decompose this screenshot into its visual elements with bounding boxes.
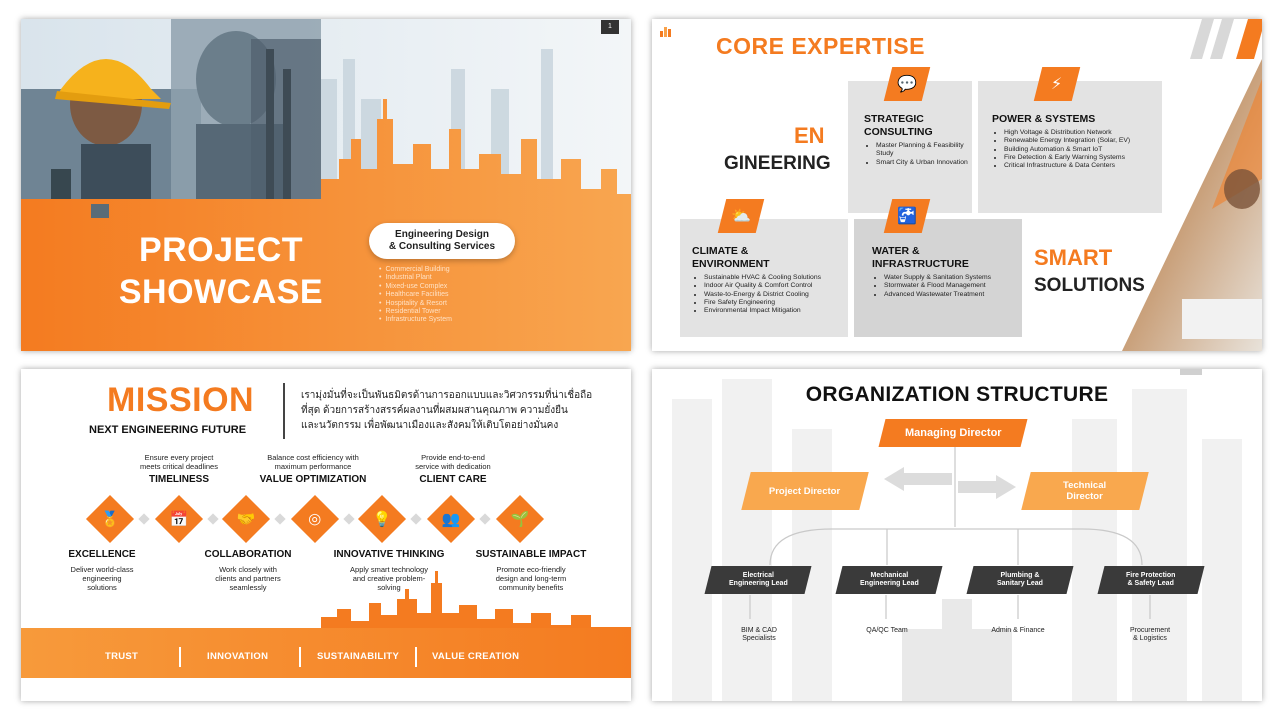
list-item: • Water Supply & Sanitation Systems [884,274,1022,282]
value-title: SUSTAINABLE IMPACT [475,549,587,560]
city-skyline [21,569,631,631]
team-qa-qc [842,627,932,635]
value-title: TIMELINESS [148,474,209,485]
handshake-icon: 🤝 [222,495,270,543]
list-item: • Master Planning & Feasibility Study [876,142,972,159]
card-title-line1: CLIMATE & [692,245,749,257]
value-trust: TRUST [105,651,139,662]
label-line: & Safety Lead [1127,580,1175,587]
value-desc: Ensure every project [144,453,214,462]
smart-label: SMART [1034,245,1113,270]
list-item: • Industrial Plant [379,274,452,282]
connector-dot [410,513,421,524]
team-line: QA/QC Team [866,627,908,634]
lightbulb-icon: 💡 [358,495,406,543]
chat-bubbles-icon: 💬 [884,67,930,101]
card-title-line1: WATER & [872,245,920,257]
value-title: INNOVATIVE THINKING [333,549,445,560]
pill-line-2: & Consulting Services [388,241,496,252]
list-item: • Hospitality & Resort [379,300,452,308]
thai-line-1: เรามุ่งมั่นที่จะเป็นพันธมิตรด้านการออกแบบและวิศวกรรมที่น่าเชื่อถือ [301,390,593,401]
page-number: 1 [601,20,619,34]
sun-cloud-icon: ⛅ [718,199,764,233]
lead-box-mechanical [836,566,943,594]
card-title-line1: STRATEGIC [864,113,924,125]
lead-label [860,572,919,588]
mission-title: MISSION [107,381,255,419]
project-director-label: Project Director [769,485,841,497]
value-desc: clients and partners [215,574,281,583]
value-sustainability: SUSTAINABILITY [317,651,400,662]
list-item: • Healthcare Facilities [379,291,452,299]
team-line: Specialists [742,635,776,642]
lead-box-electrical [705,566,812,594]
project-director-box [741,472,868,510]
value-desc: engineering [82,574,122,583]
value-title: EXCELLENCE [68,549,136,560]
value-title: CLIENT CARE [419,474,487,485]
value-desc: community benefits [498,583,564,592]
list-item: • Critical Infrastructure & Data Centers [1004,162,1162,170]
managing-director-label: Managing Director [904,427,1002,439]
list-item: • Smart City & Urban Innovation [876,159,972,167]
engineer-photo [1122,59,1262,351]
medal-icon: 🏅 [86,495,134,543]
list-item: • Waste-to-Energy & District Cooling [704,291,848,299]
list-item: • Renewable Energy Integration (Solar, EV) [1004,137,1162,145]
card-title-line2: INFRASTRUCTURE [872,258,969,270]
value-title: COLLABORATION [204,549,292,560]
target-icon: ◎ [291,495,339,543]
technical-director-label [1063,480,1106,502]
list-item: • Indoor Air Quality & Comfort Control [704,282,848,290]
value-desc: seamlessly [229,583,267,592]
slide-project-showcase[interactable] [21,19,631,351]
separator [415,647,417,667]
lead-label [1126,572,1175,588]
team-line: Admin & Finance [991,627,1045,634]
value-desc: design and long-term [495,574,567,583]
org-chart-title: ORGANIZATION STRUCTURE [805,383,1109,406]
list-item: • Commercial Building [379,266,452,274]
value-desc: Apply smart technology [350,565,428,574]
value-desc: service with dedication [415,462,491,471]
label-line: Mechanical [870,572,908,579]
showcase-title [91,229,351,313]
calendar-icon: 📅 [155,495,203,543]
team-bim-cad [714,627,804,643]
lead-box-plumbing [967,566,1074,594]
label-line: Director [1066,491,1104,502]
logo-icon [660,25,674,37]
value-desc: maximum performance [274,462,352,471]
people-icon: 👥 [427,495,475,543]
solutions-label: SOLUTIONS [1034,275,1145,296]
lead-label [997,572,1043,588]
page-number: 2 [1239,23,1243,30]
technical-director-box [1021,472,1148,510]
slide-core-expertise[interactable] [652,19,1262,351]
list-item: • Sustainable HVAC & Cooling Solutions [704,274,848,282]
label-line: Technical [1063,480,1107,491]
team-admin-finance [973,627,1063,635]
label-line: Sanitary Lead [997,580,1043,587]
value-desc: Deliver world-class [70,565,134,574]
lead-box-fire-protection [1098,566,1205,594]
value-client-care [393,453,513,485]
title-line-1: PROJECT [138,231,304,269]
value-desc: Provide end-to-end [421,453,485,462]
plant-icon: 🌱 [496,495,544,543]
card-title-line2: CONSULTING [864,126,933,138]
project-types-list [379,266,452,325]
thai-line-2: ที่สุด ด้วยการสร้างสรรค์ผลงานที่ผสมผสานคุณภาพ ความยั่งยืน [301,405,568,416]
list-item: • Residential Tower [379,308,452,316]
value-title: VALUE OPTIMIZATION [259,474,367,485]
value-innovation: INNOVATION [207,651,269,662]
connector-dot [343,513,354,524]
lead-label [729,572,788,588]
connector-dot [274,513,285,524]
value-desc: Work closely with [219,565,277,574]
value-optimization [243,453,383,485]
slide-organization-structure[interactable] [652,369,1262,701]
separator [179,647,181,667]
list-item: • Infrastructure System [379,316,452,324]
separator [299,647,301,667]
pill-line-1: Engineering Design [395,229,489,240]
connector-dot [138,513,149,524]
value-desc: Balance cost efficiency with [267,453,359,462]
label-line: Plumbing & [1000,572,1040,579]
engineering-en: EN [794,123,825,148]
value-desc: meets critical deadlines [140,462,218,471]
divider [283,383,285,439]
list-item: • Mixed-use Complex [379,283,452,291]
list-item: • Fire Safety Engineering [704,299,848,307]
connector-dot [479,513,490,524]
list-item: • Environmental Impact Mitigation [704,307,848,315]
team-line: & Logistics [1133,635,1167,642]
list-item: • Fire Detection & Early Warning Systems [1004,154,1162,162]
label-line: Engineering Lead [728,580,788,587]
lightning-icon: ⚡ [1034,67,1080,101]
connector-dot [207,513,218,524]
list-item: • Building Automation & Smart IoT [1004,146,1162,154]
value-desc: Promote eco-friendly [496,565,566,574]
title-line-2: SHOWCASE [118,273,324,311]
value-desc: solutions [87,583,117,592]
label-line: Engineering Lead [859,580,919,587]
engineering-gineering: GINEERING [724,153,831,174]
core-expertise-title: CORE EXPERTISE [716,33,925,59]
team-line: BIM & CAD [741,627,777,634]
services-pill [369,223,515,259]
mission-statement [301,388,611,433]
list-item: • Stormwater & Flood Management [884,282,1022,290]
card-climate-environment [680,219,848,337]
value-desc: solving [377,583,401,592]
water-tap-icon: 🚰 [884,199,930,233]
team-procurement [1105,627,1195,643]
label-line: Electrical [742,572,774,579]
list-item: • Advanced Wastewater Treatment [884,291,1022,299]
card-water-infrastructure [854,219,1022,337]
label-line: Fire Protection [1126,572,1176,579]
card-title-line2: ENVIRONMENT [692,258,770,270]
value-desc: and creative problem- [352,574,426,583]
list-item: • High Voltage & Distribution Network [1004,129,1162,137]
card-title: POWER & SYSTEMS [992,113,1096,125]
value-timeliness [119,453,239,485]
thai-line-3: และนวัตกรรม เพื่อพัฒนาเมืองและสังคมให้เติบโตอย่างมั่นคง [301,420,559,431]
slide-mission[interactable] [21,369,631,701]
managing-director-box [879,419,1028,447]
mission-subtitle: NEXT ENGINEERING FUTURE [89,424,247,436]
team-line: Procurement [1129,627,1171,634]
value-creation: VALUE CREATION [432,651,520,662]
